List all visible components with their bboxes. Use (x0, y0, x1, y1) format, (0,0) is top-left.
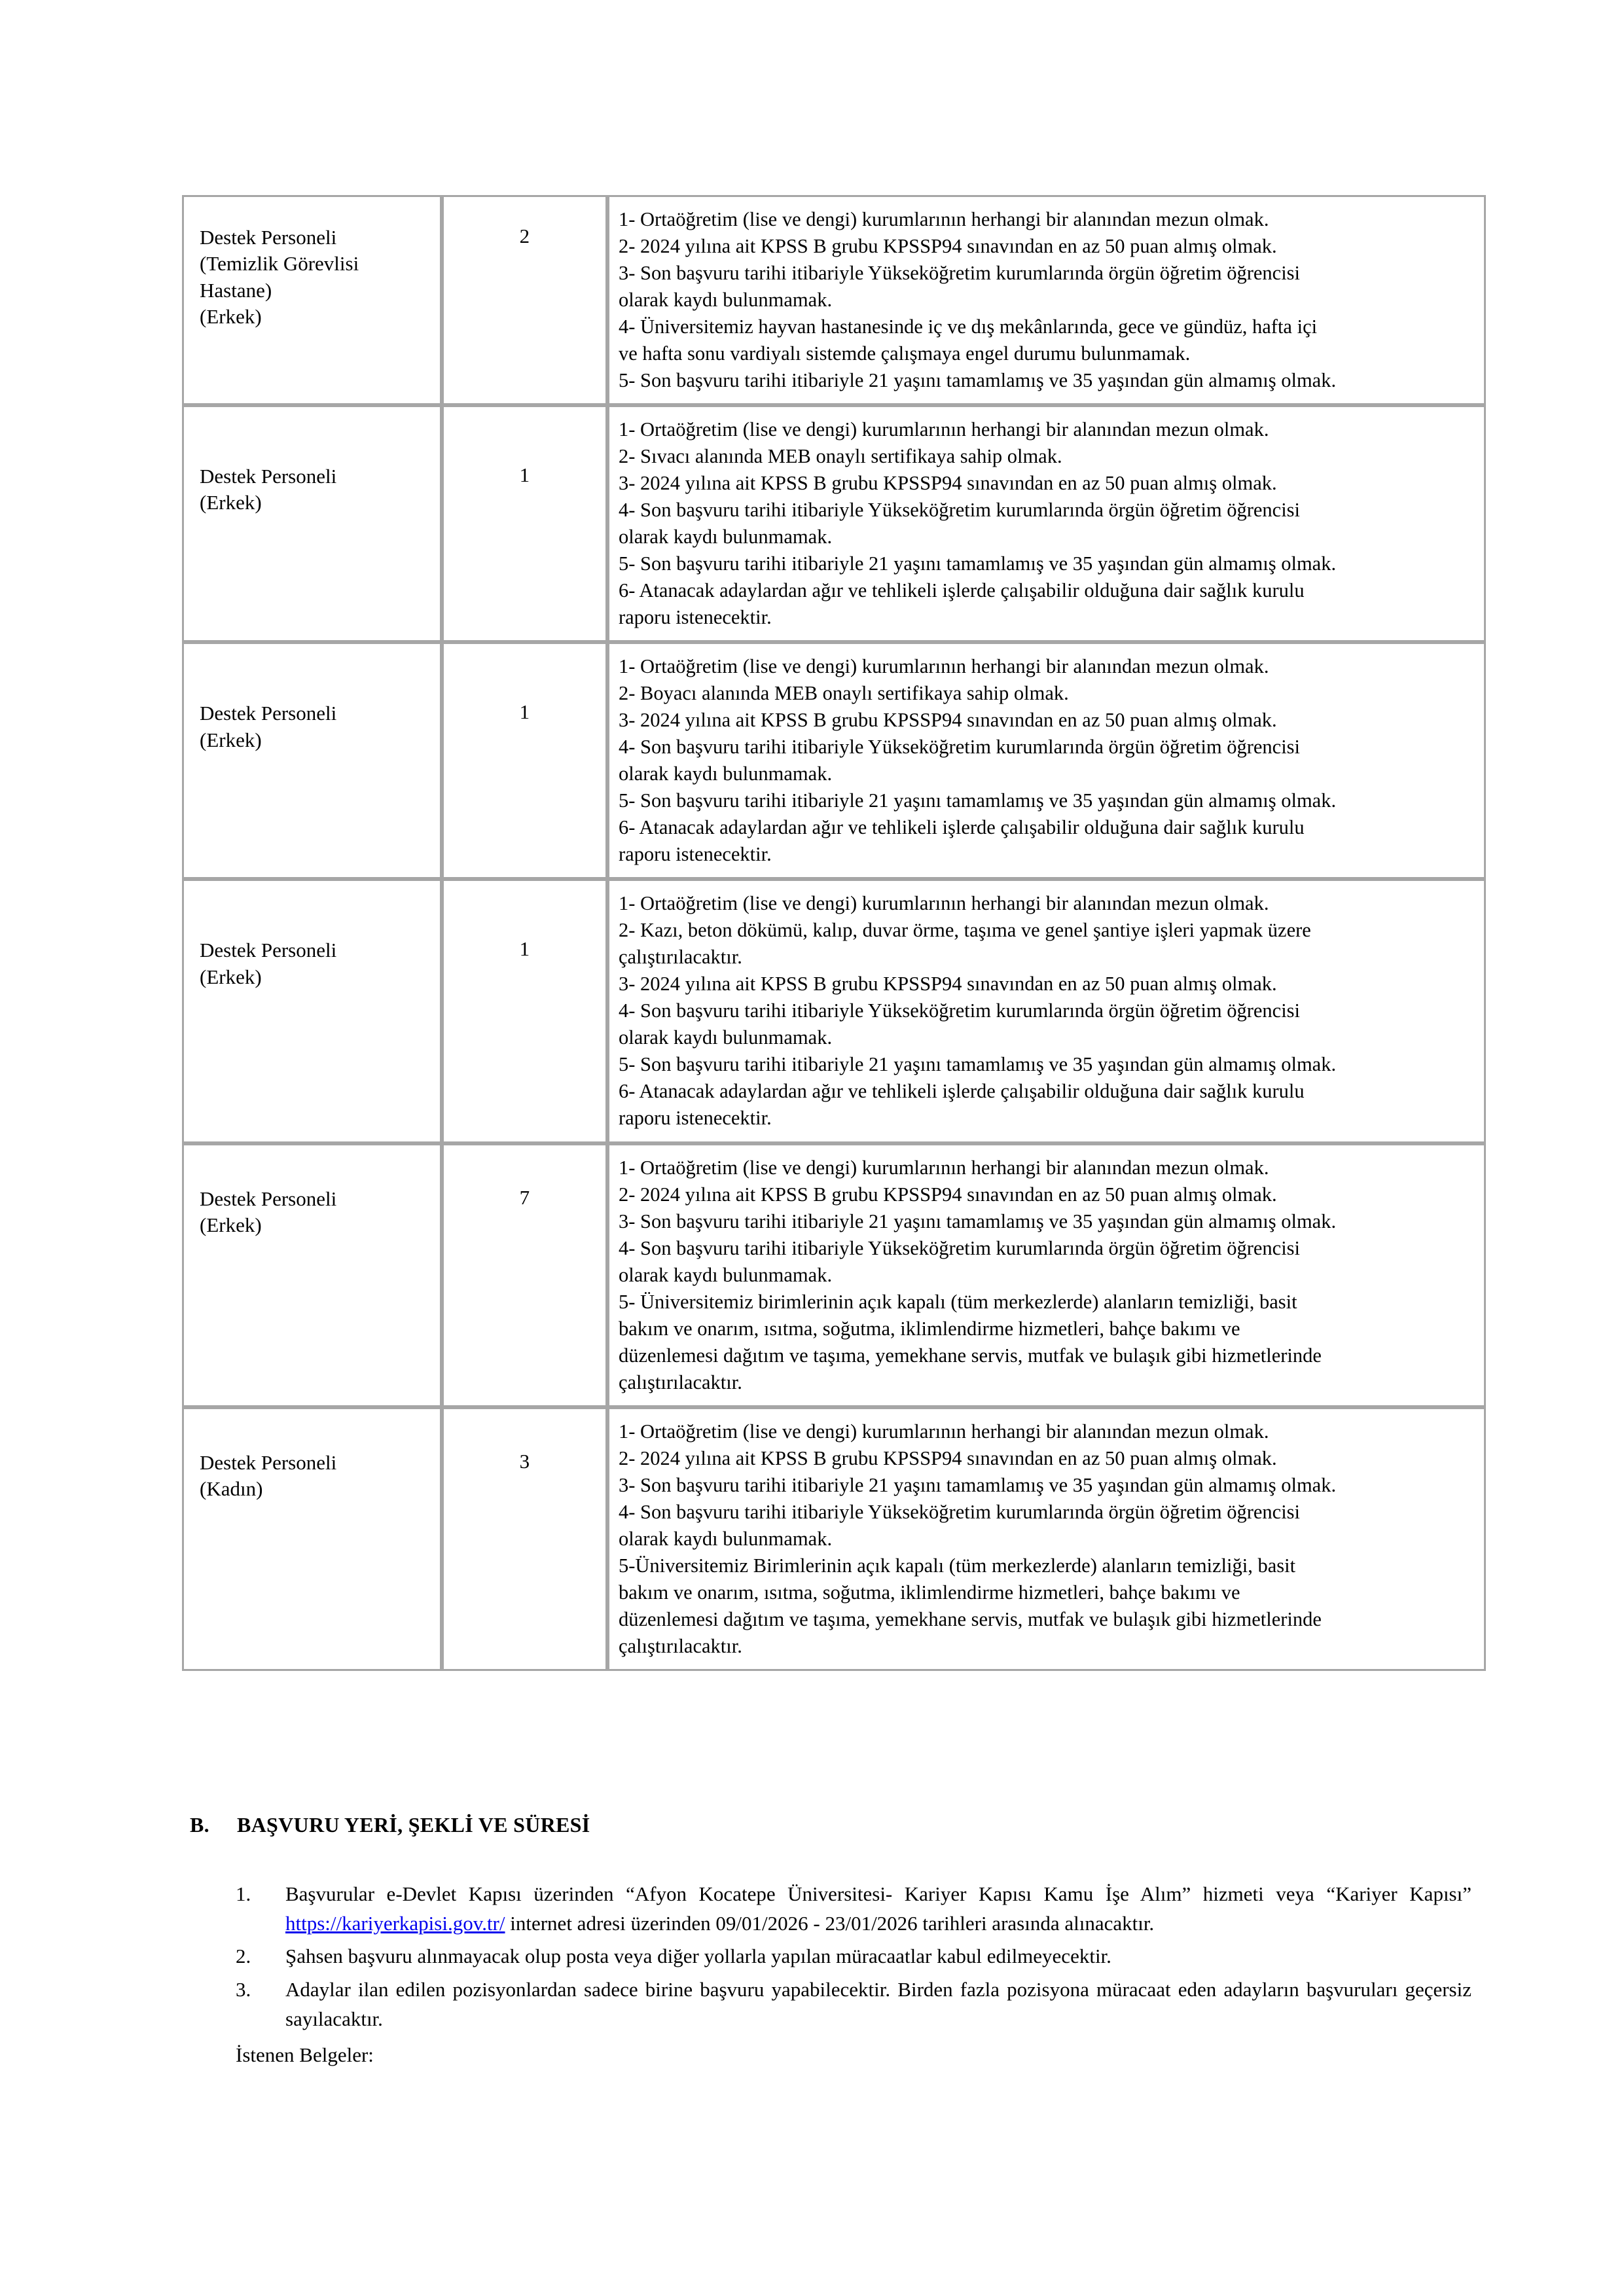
requirement-line: olarak kaydı bulunmamak. (618, 526, 833, 548)
requirement-line: 6- Atanacak adaylardan ağır ve tehlikeli işlerde çalışabilir olduğuna dair sağlık kurulu (618, 1080, 1305, 1103)
requirement-line: çalıştırılacaktır. (618, 946, 742, 969)
requirement-line: 5- Son başvuru tarihi itibariyle 21 yaşını tamamlamış ve 35 yaşından gün almamış olmak. (618, 789, 1337, 812)
list-item-text-part2: internet adresi üzerinden 09/01/2026 - 23/01/2026 tarihleri arasında alınacaktır. (505, 1911, 1155, 1935)
table-row (182, 195, 1486, 405)
position-title-line: Destek Personeli (200, 226, 337, 249)
position-title-line: (Temizlik Görevlisi (200, 252, 359, 276)
table-row (182, 1407, 1486, 1671)
position-quantity: 3 (519, 1449, 530, 1473)
section-b-marker: B. (190, 1813, 209, 1837)
position-title-cell (182, 1143, 442, 1407)
list-item-number: 1. (236, 1882, 251, 1905)
requirement-line: 5- Son başvuru tarihi itibariyle 21 yaşını tamamlamış ve 35 yaşından gün almamış olmak. (618, 369, 1337, 392)
list-item-text: Adaylar ilan edilen pozisyonlardan sadece birine başvuru yapabilecektir. Birden fazla pozisyona müracaat eden adayların başvuruları geçersiz sayılacaktır. (285, 1977, 1471, 2030)
requirement-line: düzenlemesi dağıtım ve taşıma, yemekhane servis, mutfak ve bulaşık gibi hizmetlerinde (618, 1344, 1322, 1367)
requirement-line: 4- Son başvuru tarihi itibariyle Yükseköğretim kurumlarında örgün öğretim öğrencisi (618, 999, 1301, 1022)
application-steps-list (236, 1880, 1471, 2037)
list-item-text: Şahsen başvuru alınmayacak olup posta veya diğer yollarla yapılan müracaatlar kabul edilmeyecektir. (285, 1945, 1111, 1968)
requirement-line: 2- Kazı, beton dökümü, kalıp, duvar örme, taşıma ve genel şantiye işleri yapmak üzere (618, 919, 1311, 942)
list-item-number: 2. (236, 1945, 251, 1968)
position-title-cell (182, 642, 442, 879)
position-title (184, 644, 440, 764)
position-title-line: (Erkek) (200, 965, 262, 988)
position-quantity: 1 (519, 700, 530, 724)
position-title-cell (182, 405, 442, 642)
requirement-line: 5- Son başvuru tarihi itibariyle 21 yaşını tamamlamış ve 35 yaşından gün almamış olmak. (618, 552, 1337, 575)
position-title (184, 407, 440, 527)
position-requirements (609, 407, 1484, 640)
position-requirements-cell (607, 879, 1486, 1143)
position-title-line: Destek Personeli (200, 702, 337, 725)
requirement-line: bakım ve onarım, ısıtma, soğutma, iklimlendirme hizmetleri, bahçe bakımı ve (618, 1317, 1240, 1340)
position-requirements-cell (607, 405, 1486, 642)
section-b-heading-wrap (190, 1813, 1473, 1837)
positions-table-body (182, 195, 1486, 1671)
requirement-line: 2- Sıvacı alanında MEB onaylı sertifikaya sahip olmak. (618, 445, 1062, 468)
requirement-line: düzenlemesi dağıtım ve taşıma, yemekhane servis, mutfak ve bulaşık gibi hizmetlerinde (618, 1607, 1322, 1630)
requirement-line: olarak kaydı bulunmamak. (618, 1026, 833, 1049)
requirement-line: ve hafta sonu vardiyalı sistemde çalışmaya engel durumu bulunmamak. (618, 342, 1191, 365)
list-item-number: 3. (236, 1977, 251, 2001)
requirement-line: 5- Son başvuru tarihi itibariyle 21 yaşını tamamlamış ve 35 yaşından gün almamış olmak. (618, 1053, 1337, 1076)
requirement-line: 4- Son başvuru tarihi itibariyle Yükseköğretim kurumlarında örgün öğretim öğrencisi (618, 1236, 1301, 1259)
position-quantity: 1 (519, 937, 530, 961)
position-title (184, 1409, 440, 1513)
position-title (184, 197, 440, 340)
position-requirements (609, 881, 1484, 1141)
requirement-line: çalıştırılacaktır. (618, 1634, 742, 1657)
position-quantity-cell (442, 1143, 607, 1407)
requirement-line: olarak kaydı bulunmamak. (618, 1527, 833, 1550)
requirement-line: 3- 2024 yılına ait KPSS B grubu KPSSP94 sınavından en az 50 puan almış olmak. (618, 472, 1277, 495)
requirement-line: 1- Ortaöğretim (lise ve dengi) kurumlarının herhangi bir alanından mezun olmak. (618, 1420, 1269, 1443)
kariyerkapisi-link[interactable]: https://kariyerkapisi.gov.tr/ (285, 1911, 505, 1935)
requirement-line: 5- Üniversitemiz birimlerinin açık kapalı (tüm merkezlerde) alanların temizliği, basit (618, 1290, 1297, 1313)
positions-table (182, 195, 1486, 1671)
position-quantity: 7 (519, 1185, 530, 1209)
requirement-line: 3- Son başvuru tarihi itibariyle Yükseköğretim kurumlarında örgün öğretim öğrencisi (618, 262, 1301, 285)
position-title-line: (Erkek) (200, 491, 262, 514)
requirement-line: 4- Son başvuru tarihi itibariyle Yükseköğretim kurumlarında örgün öğretim öğrencisi (618, 499, 1301, 522)
section-b-title: BAŞVURU YERİ, ŞEKLİ VE SÜRESİ (237, 1813, 590, 1837)
requirement-line: çalıştırılacaktır. (618, 1371, 742, 1393)
requirement-line: 2- 2024 yılına ait KPSS B grubu KPSSP94 sınavından en az 50 puan almış olmak. (618, 235, 1277, 258)
table-row (182, 1143, 1486, 1407)
requirement-line: 3- 2024 yılına ait KPSS B grubu KPSSP94 sınavından en az 50 puan almış olmak. (618, 973, 1277, 996)
required-documents-label: İstenen Belgeler: (236, 2043, 374, 2066)
position-requirements (609, 197, 1484, 403)
requirement-line: 1- Ortaöğretim (lise ve dengi) kurumlarının herhangi bir alanından mezun olmak. (618, 892, 1269, 915)
position-quantity-cell (442, 1407, 607, 1671)
requirement-line: 4- Üniversitemiz hayvan hastanesinde iç ve dış mekânlarında, gece ve gündüz, hafta içi (618, 315, 1318, 338)
position-title-line: (Erkek) (200, 304, 262, 328)
requirement-line: 3- Son başvuru tarihi itibariyle 21 yaşını tamamlamış ve 35 yaşından gün almamış olmak. (618, 1210, 1337, 1232)
requirement-line: 1- Ortaöğretim (lise ve dengi) kurumlarının herhangi bir alanından mezun olmak. (618, 208, 1269, 230)
requirement-line: bakım ve onarım, ısıtma, soğutma, iklimlendirme hizmetleri, bahçe bakımı ve (618, 1581, 1240, 1604)
position-title-cell (182, 1407, 442, 1671)
requirement-line: 4- Son başvuru tarihi itibariyle Yükseköğretim kurumlarında örgün öğretim öğrencisi (618, 1500, 1301, 1523)
position-requirements-cell (607, 1407, 1486, 1671)
requirement-line: raporu istenecektir. (618, 1107, 772, 1130)
position-quantity-cell (442, 879, 607, 1143)
position-title-line: Destek Personeli (200, 465, 337, 488)
list-item (236, 1975, 1471, 2034)
list-item (236, 1880, 1471, 1938)
position-quantity: 1 (519, 463, 530, 487)
position-quantity-cell (442, 405, 607, 642)
list-item (236, 1942, 1471, 1971)
table-row (182, 879, 1486, 1143)
requirement-line: 6- Atanacak adaylardan ağır ve tehlikeli işlerde çalışabilir olduğuna dair sağlık kurulu (618, 816, 1305, 839)
position-title-line: (Erkek) (200, 728, 262, 751)
position-requirements (609, 1145, 1484, 1405)
requirement-line: 3- Son başvuru tarihi itibariyle 21 yaşını tamamlamış ve 35 yaşından gün almamış olmak. (618, 1473, 1337, 1496)
position-requirements-cell (607, 1143, 1486, 1407)
position-title-line: Destek Personeli (200, 1450, 337, 1474)
position-requirements-cell (607, 642, 1486, 879)
position-title-cell (182, 195, 442, 405)
position-title-line: (Kadın) (200, 1477, 263, 1500)
requirement-line: 4- Son başvuru tarihi itibariyle Yükseköğretim kurumlarında örgün öğretim öğrencisi (618, 736, 1301, 759)
position-title (184, 881, 440, 1001)
requirement-line: 1- Ortaöğretim (lise ve dengi) kurumlarının herhangi bir alanından mezun olmak. (618, 1156, 1269, 1179)
requirement-line: 2- 2024 yılına ait KPSS B grubu KPSSP94 sınavından en az 50 puan almış olmak. (618, 1446, 1277, 1469)
position-requirements-cell (607, 195, 1486, 405)
requirement-line: raporu istenecektir. (618, 843, 772, 866)
requirement-line: olarak kaydı bulunmamak. (618, 1263, 833, 1286)
requirement-line: olarak kaydı bulunmamak. (618, 289, 833, 312)
position-title-cell (182, 879, 442, 1143)
requirement-line: 2- 2024 yılına ait KPSS B grubu KPSSP94 sınavından en az 50 puan almış olmak. (618, 1183, 1277, 1206)
position-quantity-cell (442, 642, 607, 879)
position-title (184, 1145, 440, 1249)
requirement-line: 3- 2024 yılına ait KPSS B grubu KPSSP94 sınavından en az 50 puan almış olmak. (618, 709, 1277, 732)
requirement-line: raporu istenecektir. (618, 606, 772, 629)
position-requirements (609, 1409, 1484, 1669)
position-quantity-cell (442, 195, 607, 405)
section-b-heading (190, 1813, 1473, 1837)
requirement-line: 5-Üniversitemiz Birimlerinin açık kapalı (tüm merkezlerde) alanların temizliği, basit (618, 1554, 1296, 1577)
requirement-line: olarak kaydı bulunmamak. (618, 762, 833, 785)
position-title-line: Hastane) (200, 278, 272, 302)
table-row (182, 642, 1486, 879)
requirement-line: 1- Ortaöğretim (lise ve dengi) kurumlarının herhangi bir alanından mezun olmak. (618, 655, 1269, 678)
position-title-line: Destek Personeli (200, 1187, 337, 1210)
requirement-line: 6- Atanacak adaylardan ağır ve tehlikeli işlerde çalışabilir olduğuna dair sağlık kurulu (618, 579, 1305, 602)
requirement-line: 1- Ortaöğretim (lise ve dengi) kurumlarının herhangi bir alanından mezun olmak. (618, 418, 1269, 441)
position-requirements (609, 644, 1484, 877)
requirement-line: 2- Boyacı alanında MEB onaylı sertifikaya sahip olmak. (618, 682, 1069, 705)
position-title-line: Destek Personeli (200, 939, 337, 962)
position-title-line: (Erkek) (200, 1213, 262, 1236)
list-item-text-part1: Başvurular e-Devlet Kapısı üzerinden “Afyon Kocatepe Üniversitesi- Kariyer Kapısı Kamu İşe Alım” hizmeti veya “Kariyer Kapısı” (285, 1882, 1471, 1905)
position-quantity: 2 (519, 224, 530, 247)
table-row (182, 405, 1486, 642)
